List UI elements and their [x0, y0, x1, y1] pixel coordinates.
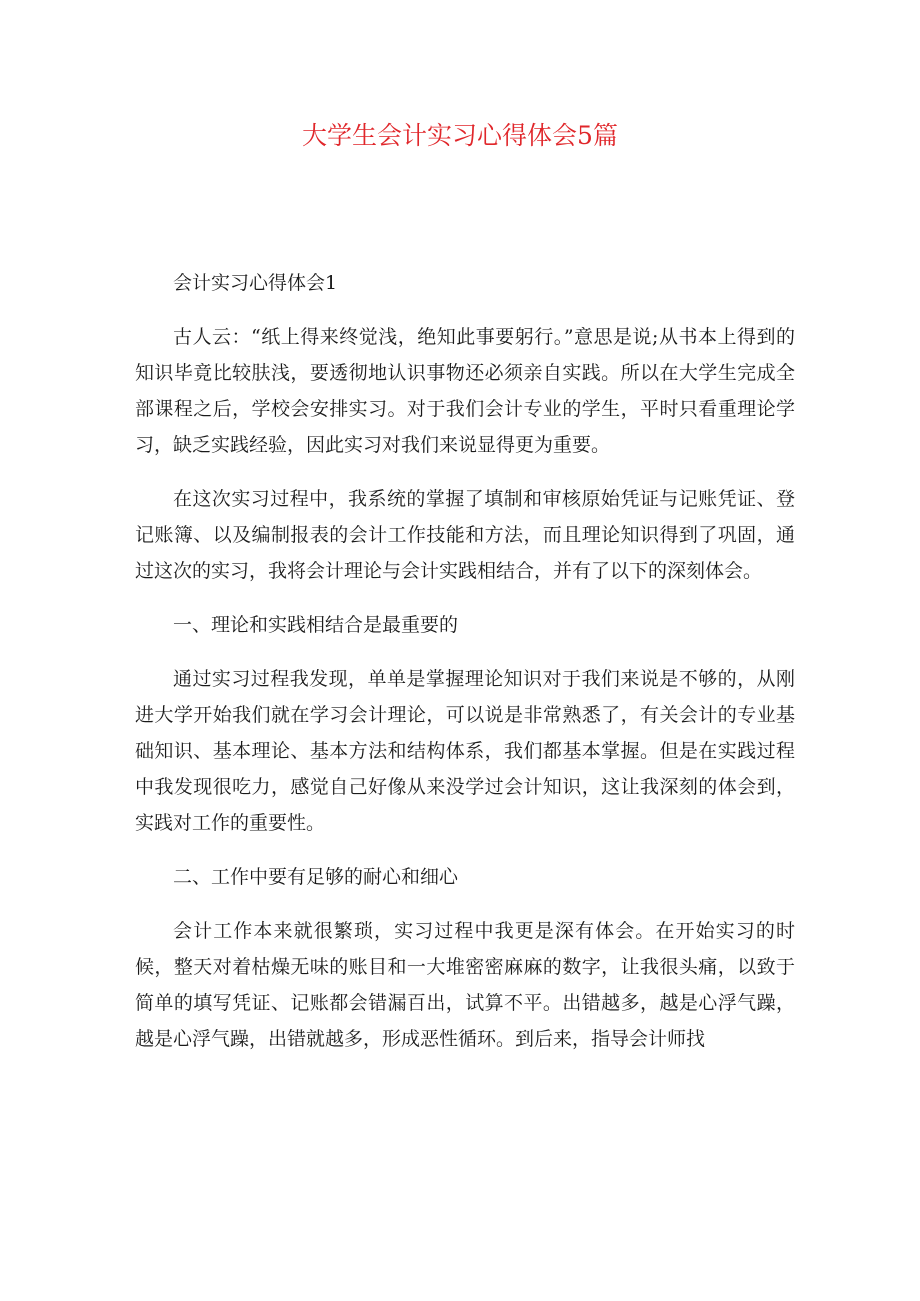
document-title: 大学生会计实习心得体会5篇 — [302, 121, 618, 150]
subheading-1: 一、理论和实践相结合是最重要的 — [173, 614, 459, 636]
document-body — [135, 265, 795, 1075]
paragraph-2: 在这次实习过程中，我系统的掌握了填制和审核原始凭证与记账凭证、登记账簿、以及编制报表的会计工作技能和方法，而且理论知识得到了巩固，通过这次的实习，我将会计理论与会计实践相结合，并有了以下的深刻体会。 — [135, 488, 795, 582]
paragraph-4: 会计工作本来就很繁琐，实习过程中我更是深有体会。在开始实习的时候，整天对着枯燥无味的账目和一大堆密密麻麻的数字，让我很头痛，以致于简单的填写凭证、记账都会错漏百出，试算不平。出错越多，越是心浮气躁，越是心浮气躁，出错就越多，形成恶性循环。到后来，指导会计师找 — [135, 920, 795, 1050]
paragraph-1: 古人云：“纸上得来终觉浅，绝知此事要躬行。”意思是说;从书本上得到的知识毕竟比较肤浅，要透彻地认识事物还必须亲自实践。所以在大学生完成全部课程之后，学校会安排实习。对于我们会计专业的学生，平时只看重理论学习，缺乏实践经验，因此实习对我们来说显得更为重要。 — [135, 326, 795, 456]
paragraph-3: 通过实习过程我发现，单单是掌握理论知识对于我们来说是不够的，从刚进大学开始我们就在学习会计理论，可以说是非常熟悉了，有关会计的专业基础知识、基本理论、基本方法和结构体系，我们都基本掌握。但是在实践过程中我发现很吃力，感觉自己好像从来没学过会计知识，这让我深刻的体会到，实践对工作的重要性。 — [135, 668, 795, 834]
subheading-2: 二、工作中要有足够的耐心和细心 — [173, 866, 459, 888]
section-title: 会计实习心得体会1 — [173, 272, 338, 294]
